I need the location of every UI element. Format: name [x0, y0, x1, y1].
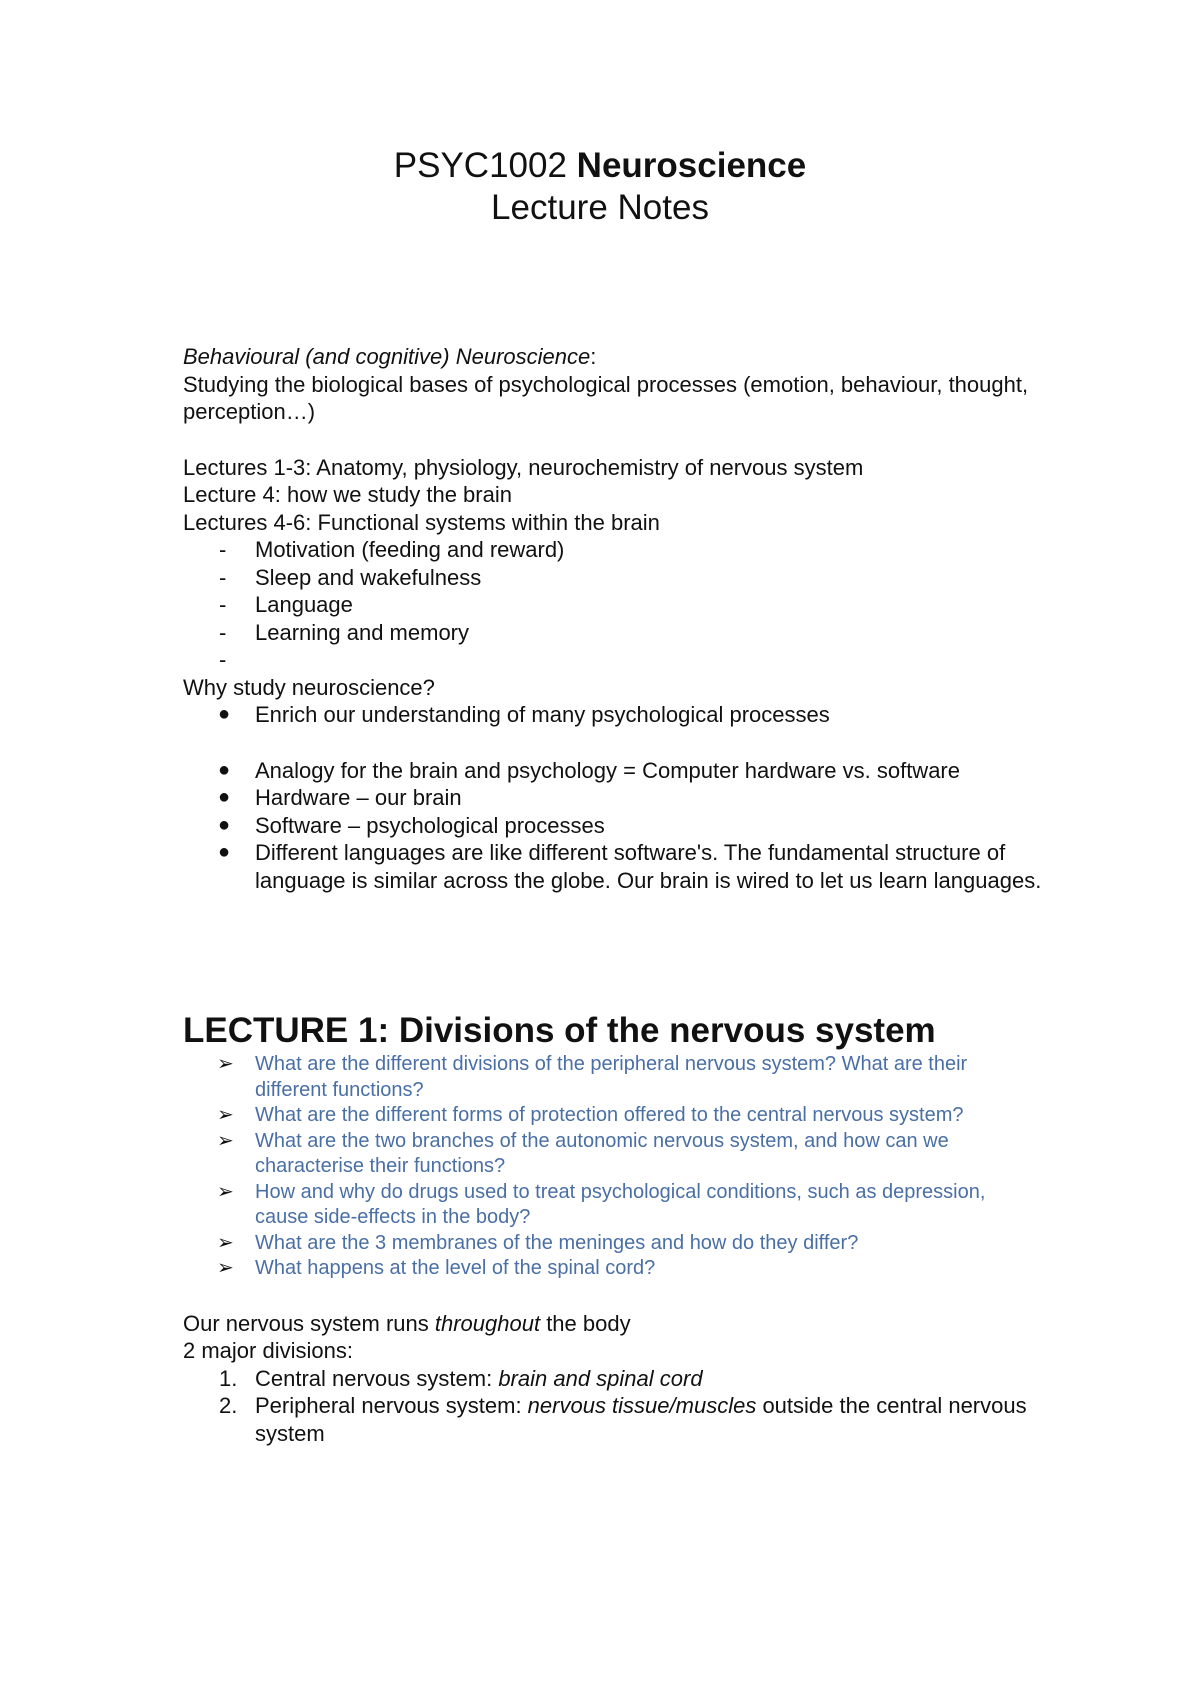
list-item	[183, 1129, 1043, 1180]
lecture-heading: LECTURE 1: Divisions of the nervous system	[183, 1011, 936, 1050]
list-item	[183, 812, 1043, 840]
arrow-bullet-icon: ➢	[217, 1053, 234, 1075]
list-item-text: Learning and memory	[255, 619, 470, 645]
division-label: Central nervous system:	[255, 1365, 499, 1391]
learning-questions-list	[183, 1052, 1043, 1282]
blank-line	[183, 426, 1043, 454]
list-item	[183, 701, 1043, 729]
bullet-marker: ●	[218, 758, 231, 781]
list-item-text: Language	[255, 592, 353, 617]
body-emphasis: throughout	[434, 1310, 541, 1336]
divisions-list	[183, 1365, 1043, 1448]
list-item	[183, 1103, 1043, 1129]
division-label: Peripheral nervous system:	[255, 1393, 528, 1418]
list-item-text: Analogy for the brain and psychology = Computer hardware vs. software	[255, 757, 960, 783]
list-item	[183, 784, 1043, 812]
arrow-bullet-icon: ➢	[217, 1104, 234, 1126]
dash-marker: -	[219, 564, 227, 590]
list-item-text: Hardware – our brain	[255, 785, 462, 810]
lecture-range-3: Lectures 4-6: Functional systems within the brain	[183, 509, 660, 535]
bullet-marker: ●	[218, 786, 231, 808]
list-item	[183, 646, 1043, 674]
why-list	[183, 701, 1043, 729]
list-item-text: Different languages are like different software's. The fundamental structure of language is similar across the globe. Our brain is wired to let us learn languages.	[255, 840, 1042, 893]
list-item-text: Motivation (feeding and reward)	[255, 537, 565, 562]
blank-line	[183, 729, 1043, 757]
functional-systems-list	[183, 536, 1043, 674]
intro-section	[183, 343, 1043, 894]
division-rest: outside the central nervous system	[255, 1393, 1027, 1446]
arrow-bullet-icon: ➢	[217, 1180, 234, 1203]
why-heading: Why study neuroscience?	[183, 674, 435, 700]
bullet-marker: ●	[218, 703, 231, 725]
dash-marker: -	[219, 619, 227, 645]
arrow-bullet-icon: ➢	[217, 1231, 234, 1254]
number-marker: 2.	[219, 1393, 238, 1418]
title-line	[0, 145, 1200, 187]
divisions-intro: 2 major divisions:	[183, 1338, 353, 1363]
document-title	[0, 145, 1200, 229]
arrow-bullet-icon: ➢	[217, 1257, 234, 1279]
bullet-marker: ●	[218, 813, 231, 836]
list-item	[183, 1231, 1043, 1257]
intro-heading-line	[183, 343, 1043, 371]
body-text: the body	[540, 1310, 631, 1336]
list-item	[183, 1052, 1043, 1103]
list-item-text: Enrich our understanding of many psychological processes	[255, 702, 830, 727]
list-item	[183, 536, 1043, 564]
question-text: What happens at the level of the spinal cord?	[255, 1257, 656, 1279]
list-item	[183, 1392, 1043, 1447]
question-text: What are the two branches of the autonomic nervous system, and how can we characterise their functions?	[255, 1129, 949, 1177]
list-item	[183, 564, 1043, 592]
bullet-marker: ●	[218, 841, 231, 863]
question-text: What are the 3 membranes of the meninges and how do they differ?	[255, 1231, 859, 1254]
body-paragraph	[183, 1310, 1043, 1338]
list-item	[183, 1365, 1043, 1393]
dash-marker: -	[219, 647, 227, 672]
lecture-1-section	[183, 1010, 1043, 1447]
list-item	[183, 1256, 1043, 1282]
course-name: Neuroscience	[576, 146, 807, 185]
course-code: PSYC1002	[393, 146, 567, 185]
list-item	[183, 1180, 1043, 1231]
arrow-bullet-icon: ➢	[217, 1129, 234, 1152]
division-detail: nervous tissue/muscles	[527, 1393, 757, 1418]
lecture-range-2: Lecture 4: how we study the brain	[183, 482, 512, 507]
list-item	[183, 839, 1043, 894]
list-item	[183, 619, 1043, 647]
title-subtitle: Lecture Notes	[491, 188, 709, 227]
question-text: What are the different divisions of the peripheral nervous system? What are their different functions?	[255, 1053, 968, 1101]
intro-heading: Behavioural (and cognitive) Neuroscience	[183, 344, 591, 369]
list-item	[183, 591, 1043, 619]
number-marker: 1.	[219, 1365, 238, 1391]
dash-marker: -	[219, 592, 227, 617]
list-item	[183, 757, 1043, 785]
question-text: How and why do drugs used to treat psychological conditions, such as depression, cause side-effects in the body?	[255, 1180, 986, 1228]
list-item-text: Sleep and wakefulness	[255, 564, 482, 590]
question-text: What are the different forms of protection offered to the central nervous system?	[255, 1104, 964, 1126]
dash-marker: -	[219, 537, 227, 562]
division-detail: brain and spinal cord	[498, 1365, 703, 1391]
list-item-text: Software – psychological processes	[255, 812, 605, 838]
lecture-range-1: Lectures 1-3: Anatomy, physiology, neurochemistry of nervous system	[183, 454, 864, 480]
intro-heading-suffix: :	[590, 344, 597, 369]
intro-definition: Studying the biological bases of psychological processes (emotion, behaviour, thought, perception…)	[183, 371, 1029, 424]
why-list-continued	[183, 757, 1043, 895]
body-text: Our nervous system runs	[183, 1310, 435, 1336]
